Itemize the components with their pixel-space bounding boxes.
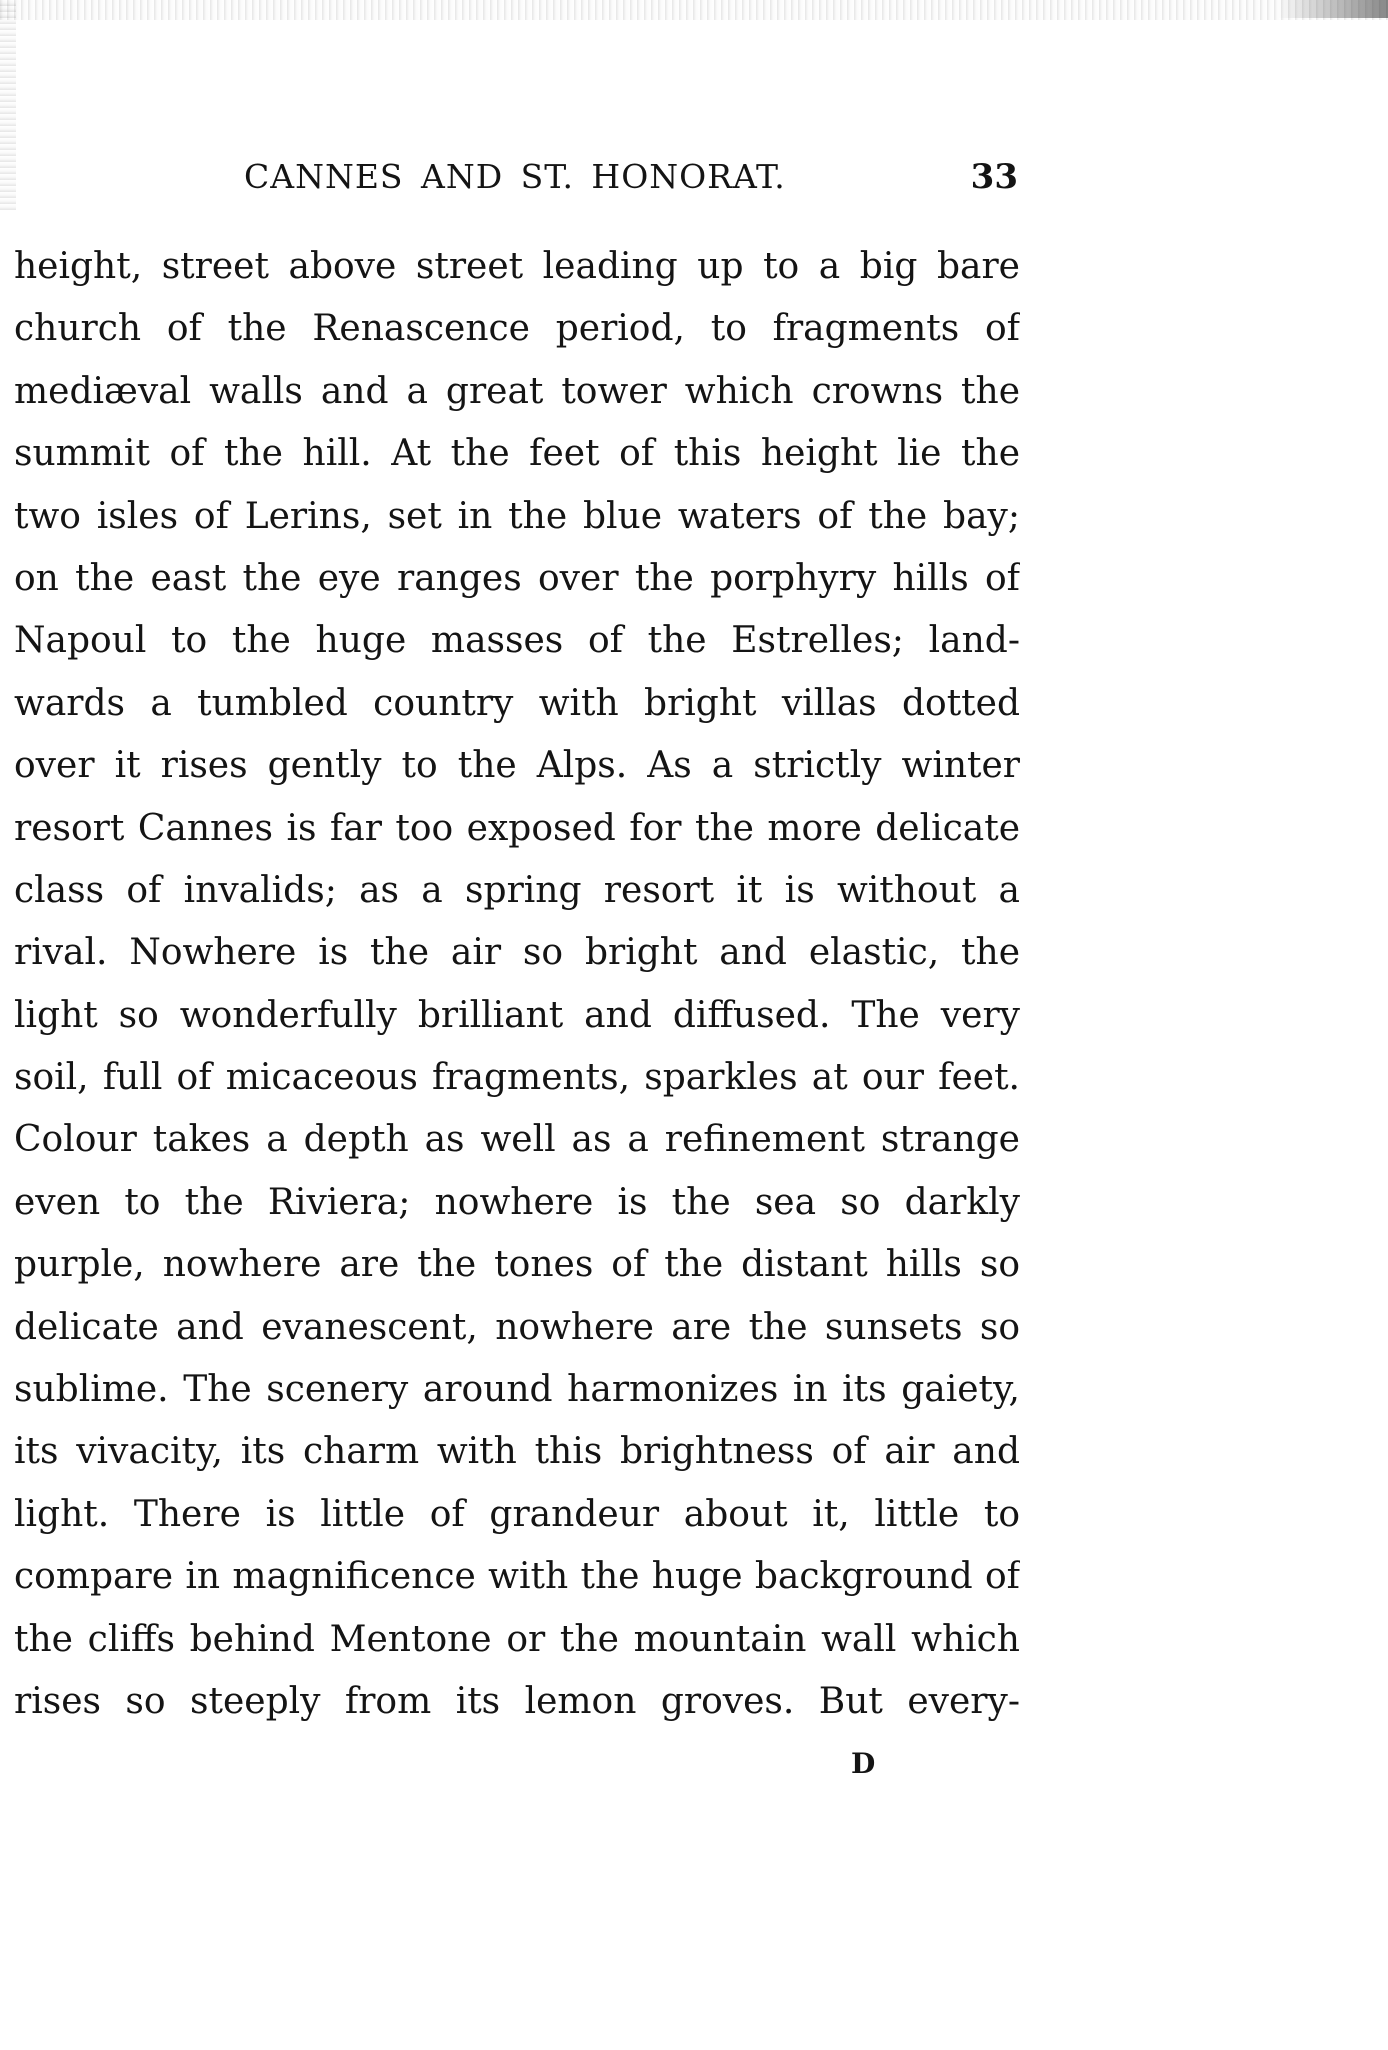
text-line: wards a tumbled country with bright villas dotted — [14, 682, 1020, 724]
scan-speckle-top — [0, 0, 1388, 20]
text-line: rival. Nowhere is the air so bright and elastic, the — [14, 932, 1020, 974]
page-number: 33 — [970, 157, 1018, 197]
text-line: Napoul to the huge masses of the Estrelles; land- — [14, 620, 1020, 662]
text-line: even to the Riviera; nowhere is the sea so darkly — [14, 1181, 1020, 1223]
text-line: rises so steeply from its lemon groves. But every- — [14, 1680, 1020, 1722]
text-line: on the east the eye ranges over the porphyry hills of — [14, 557, 1020, 599]
scan-speckle-left — [0, 0, 16, 210]
text-line: soil, full of micaceous fragments, sparkles at our feet. — [14, 1057, 1020, 1099]
text-line: delicate and evanescent, nowhere are the sunsets so — [14, 1306, 1020, 1348]
text-line: light so wonderfully brilliant and diffused. The very — [14, 994, 1020, 1036]
text-line: Colour takes a depth as well as a refinement strange — [14, 1119, 1020, 1161]
text-line: two isles of Lerins, set in the blue waters of the bay; — [14, 495, 1020, 537]
text-line: mediæval walls and a great tower which crowns the — [14, 370, 1020, 412]
text-line: light. There is little of grandeur about it, little to — [14, 1493, 1020, 1535]
scan-corner-smudge — [1278, 0, 1388, 18]
running-head — [244, 154, 1018, 200]
running-title: CANNES AND ST. HONORAT. — [244, 157, 786, 196]
body-text — [14, 236, 1020, 1733]
text-line: the cliffs behind Mentone or the mountain wall which — [14, 1618, 1020, 1660]
text-line: over it rises gently to the Alps. As a strictly winter — [14, 745, 1020, 787]
text-line: resort Cannes is far too exposed for the more delicate — [14, 807, 1020, 849]
text-line: its vivacity, its charm with this brightness of air and — [14, 1431, 1020, 1473]
text-line: purple, nowhere are the tones of the distant hills so — [14, 1244, 1020, 1286]
text-line: compare in magnificence with the huge background of — [14, 1556, 1020, 1598]
text-line: sublime. The scenery around harmonizes in its gaiety, — [14, 1369, 1020, 1411]
signature-mark: D — [851, 1747, 876, 1780]
text-line: height, street above street leading up to a big bare — [14, 246, 1020, 287]
text-line: church of the Renascence period, to fragments of — [14, 308, 1020, 350]
text-line: class of invalids; as a spring resort it is without a — [14, 869, 1020, 911]
text-line: summit of the hill. At the feet of this height lie the — [14, 433, 1020, 475]
